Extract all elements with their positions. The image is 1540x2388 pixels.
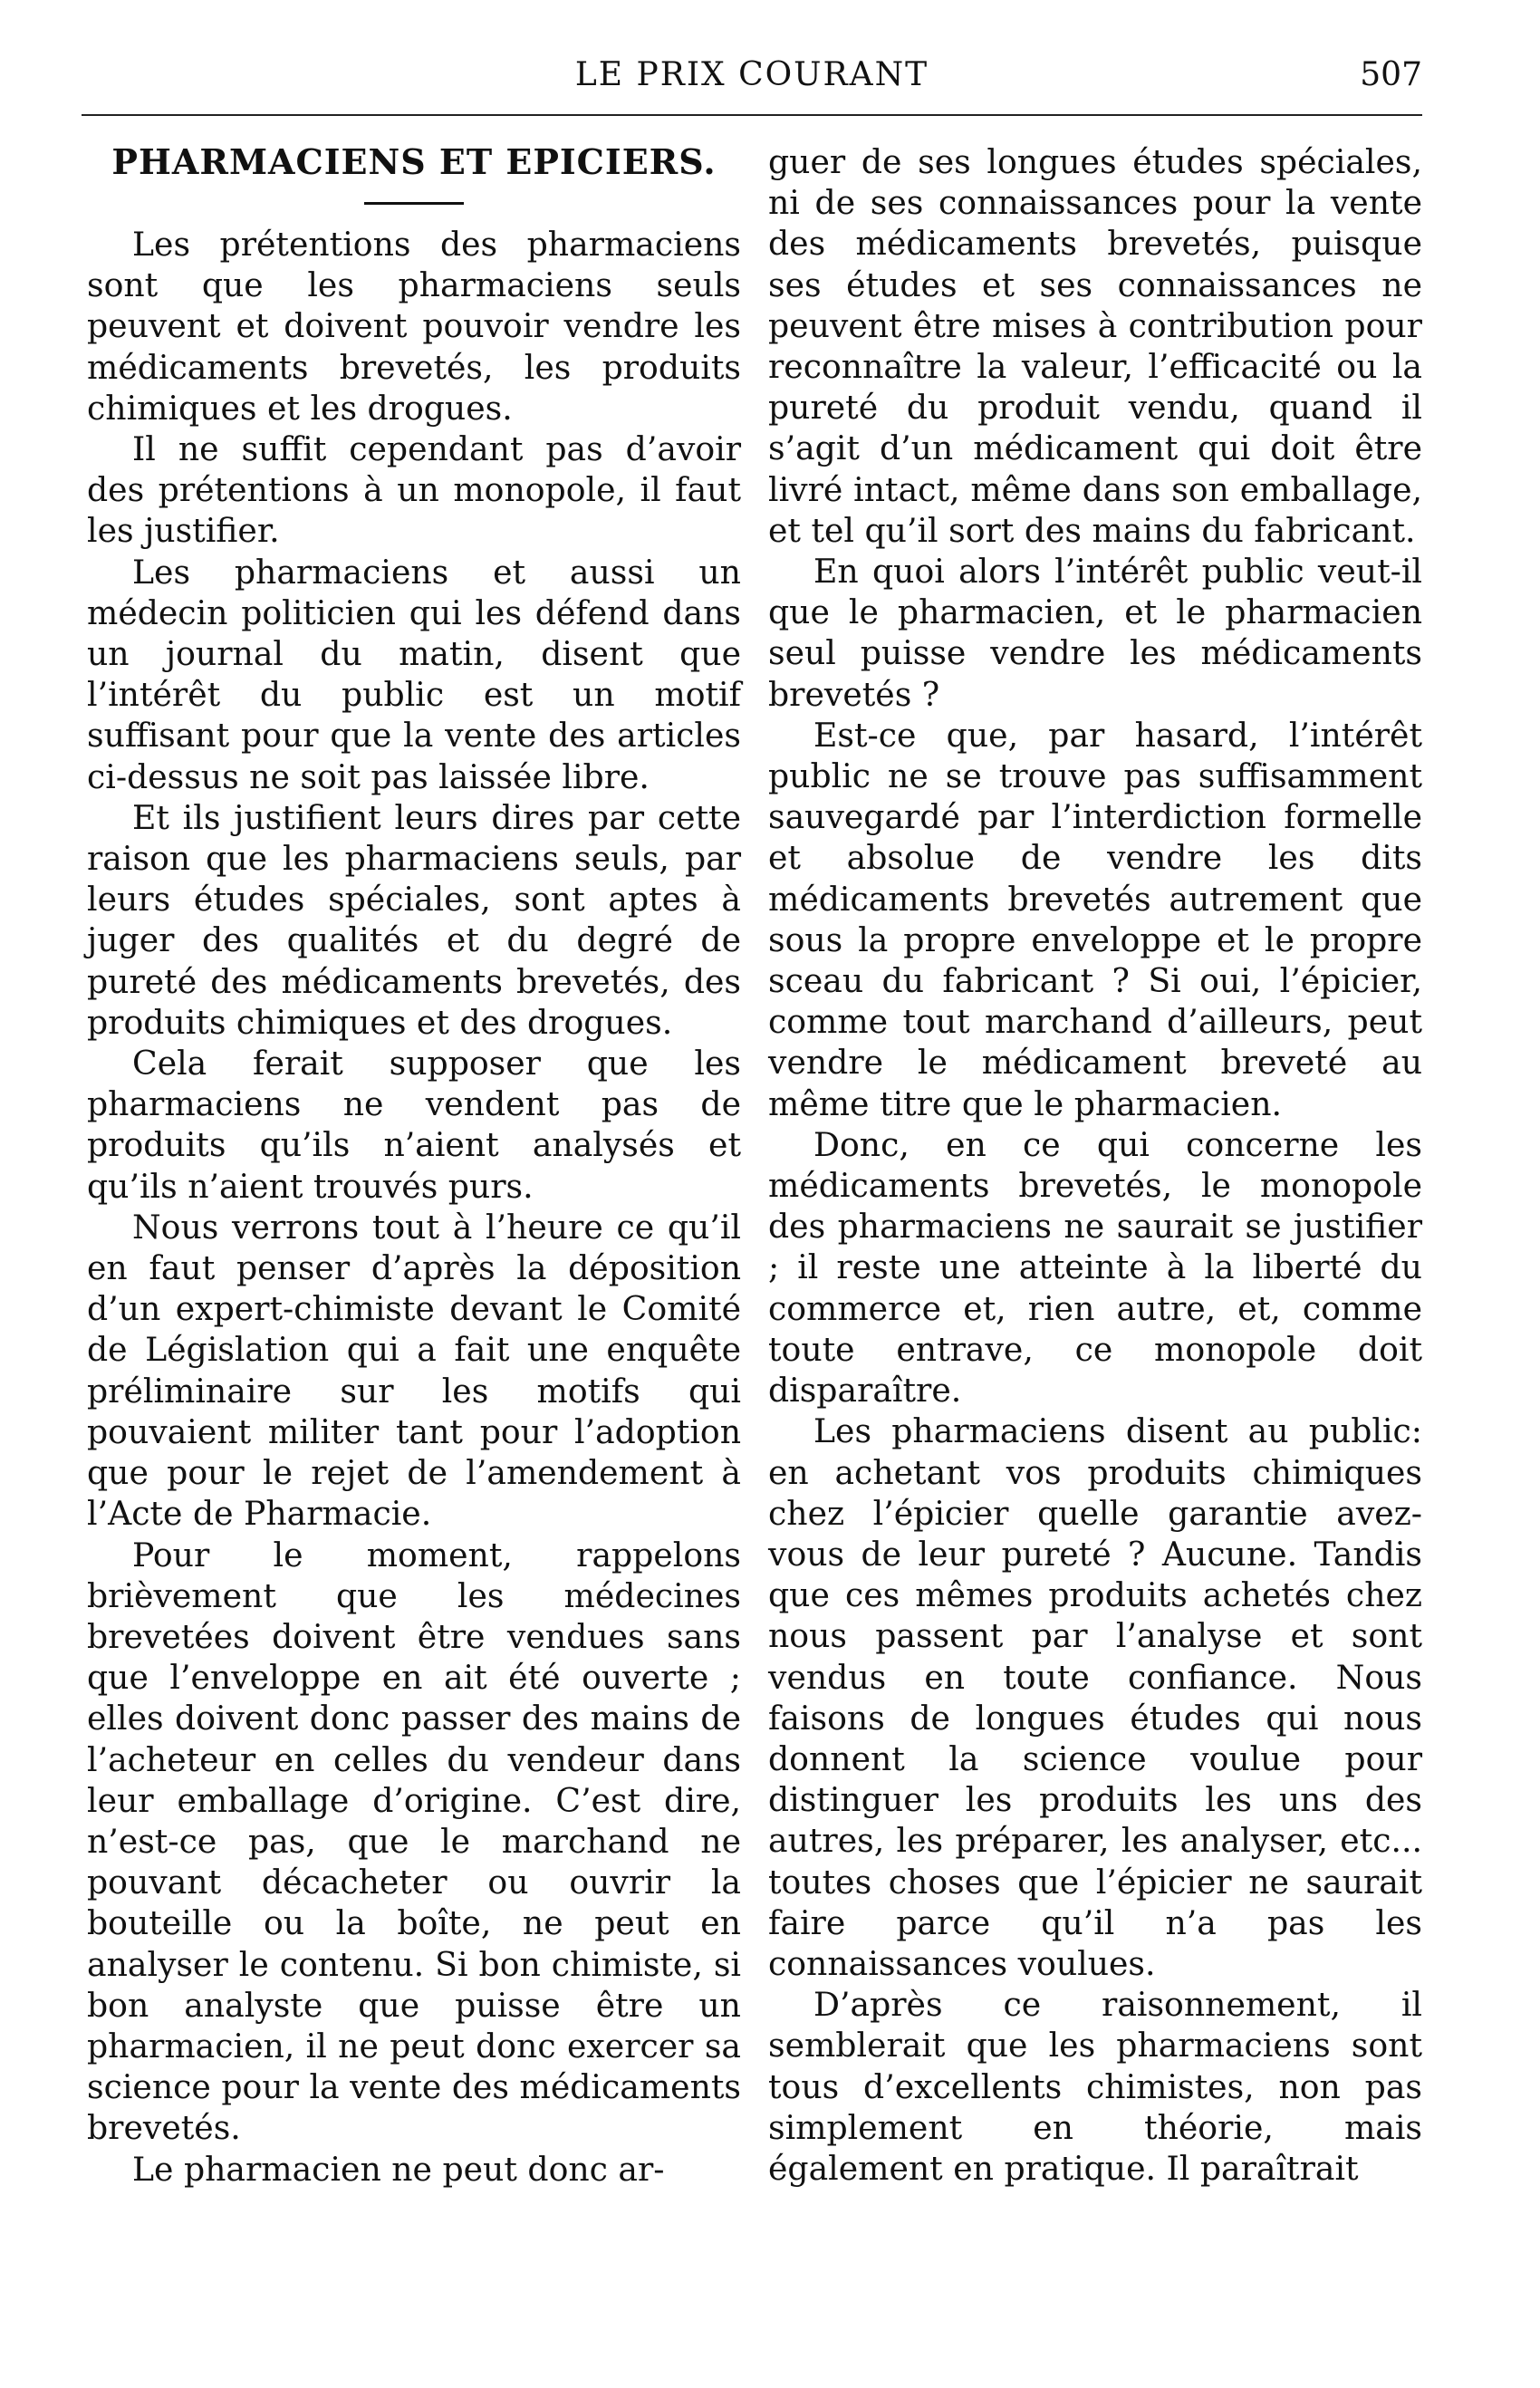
article-title: PHARMACIENS ET EPICIERS. <box>111 141 717 182</box>
paragraph: Le pharmacien ne peut donc ar- <box>132 2149 665 2189</box>
paragraph: Les pharmaciens et aussi un médecin politicien qui les défend dans un journal du matin, disent que l’intérêt du public est un motif suffisant pour que la vente des articles ci-dessus ne soit pas laissée libre. <box>87 552 741 796</box>
paragraph: Il ne suffit cependant pas d’avoir des prétentions à un monopole, il faut les justifier. <box>87 429 741 551</box>
paragraph: Les pharmaciens disent au public: en achetant vos produits chimiques chez l’épicier quelle garantie avez-vous de leur pureté ? Aucune. Tandis que ces mêmes produits achetés chez nous passent par l’analyse et sont vendus en toute confiance. Nous faisons de longues études qui nous donnent la science voulue pour distinguer les produits les uns des autres, les préparer, les analyser, etc... toutes choses que l’épicier ne saurait faire parce qu’il n’a pas les connaissances voulues. <box>768 1411 1422 1983</box>
paragraph: En quoi alors l’intérêt public veut-il que le pharmacien, et le pharmacien seul puisse vendre les médicaments brevetés ? <box>768 552 1422 714</box>
title-rule <box>364 202 464 205</box>
paragraph: Les prétentions des pharmaciens sont que les pharmaciens seuls peuvent et doivent pouvoir vendre les médicaments brevetés, les produits chimiques et les drogues. <box>87 225 741 428</box>
right-column <box>768 141 1422 2189</box>
paragraph: Donc, en ce qui concerne les médicaments brevetés, le monopole des pharmaciens ne saurait se justifier ; il reste une atteinte à la liberté du commerce et, rien autre, et, comme toute entrave, ce monopole doit disparaître. <box>768 1124 1422 1411</box>
paragraph: Est-ce que, par hasard, l’intérêt public ne se trouve pas suffisamment sauvegardé par l’interdiction formelle et absolue de vendre les dits médicaments brevetés autrement que sous la propre enveloppe et le propre sceau du fabricant ? Si oui, l’épicier, comme tout marchand d’ailleurs, peut vendre le médicament breveté au même titre que le pharmacien. <box>768 715 1422 1123</box>
paragraph: Pour le moment, rappelons brièvement que les médecines brevetées doivent être vendues sans que l’enveloppe en ait été ouverte ; elles doivent donc passer des mains de l’acheteur en celles du vendeur dans leur emballage d’origine. C’est dire, n’est-ce pas, que le marchand ne pouvant décacheter ou ouvrir la bouteille ou la boîte, ne peut en analyser le contenu. Si bon chimiste, si bon analyste que puisse être un pharmacien, il ne peut donc exercer sa science pour la vente des médicaments brevetés. <box>87 1535 741 2148</box>
left-column <box>87 141 741 2190</box>
paragraph: Nous verrons tout à l’heure ce qu’il en faut penser d’après la déposition d’un expert-chimiste devant le Comité de Législation qui a fait une enquête préliminaire sur les motifs qui pouvaient militer tant pour l’adoption que pour le rejet de l’amendement à l’Acte de Pharmacie. <box>87 1207 741 1534</box>
running-head <box>82 56 1422 111</box>
paragraph-continuation: guer de ses longues études spéciales, ni de ses connaissances pour la vente des médicaments brevetés, puisque ses études et ses connaissances ne peuvent être mises à contribution pour reconnaître la valeur, l’efficacité ou la pureté du produit vendu, quand il s’agit d’un médicament qui doit être livré intact, même dans son emballage, et tel qu’il sort des mains du fabricant. <box>768 142 1422 550</box>
page-number: 507 <box>1360 56 1422 93</box>
running-title: LE PRIX COURANT <box>574 56 929 93</box>
paragraph: D’après ce raisonnement, il semblerait que les pharmaciens sont tous d’excellents chimistes, non pas simplement en théorie, mais également en pratique. Il paraîtrait <box>768 1985 1422 2188</box>
header-rule <box>82 114 1422 116</box>
paragraph: Cela ferait supposer que les pharmaciens ne vendent pas de produits qu’ils n’aient analysés et qu’ils n’aient trouvés purs. <box>87 1044 741 1206</box>
paragraph: Et ils justifient leurs dires par cette raison que les pharmaciens seuls, par leurs études spéciales, sont aptes à juger des qualités et du degré de pureté des médicaments brevetés, des produits chimiques et des drogues. <box>87 797 741 1042</box>
